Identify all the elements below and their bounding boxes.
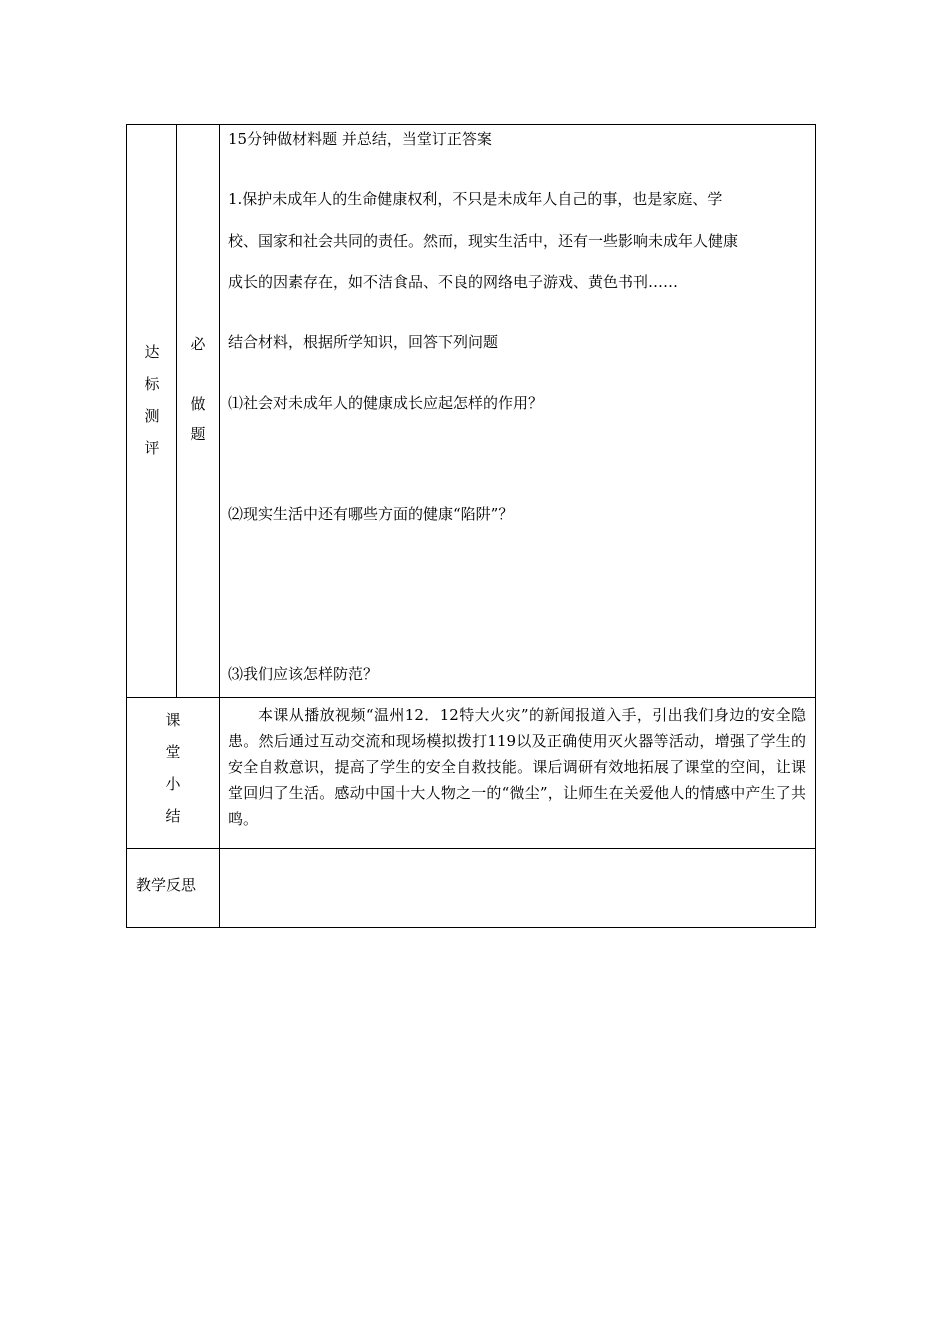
row-divider-2 (126, 848, 816, 849)
question-2: ⑵现实生活中还有哪些方面的健康“陷阱”？ (228, 505, 514, 523)
inner-divider (176, 124, 177, 698)
reflection-label: 教学反思 (136, 876, 197, 894)
table-right-border (815, 124, 816, 928)
required-questions-label: 必 做 题 (190, 335, 206, 443)
column-divider (219, 124, 220, 928)
question-3: ⑶我们应该怎样防范？ (228, 665, 379, 683)
assessment-instructions: 15分钟做材料题 并总结，当堂订正答案 (228, 130, 492, 148)
table-top-border (126, 124, 816, 125)
summary-section-label: 课 堂 小 结 (165, 711, 181, 825)
material-line-1: 1.保护未成年人的生命健康权利，不只是未成年人自己的事，也是家庭、学 (228, 190, 723, 208)
table-bottom-border (126, 927, 816, 928)
table-left-border (126, 124, 127, 928)
assessment-section-label: 达 标 测 评 (144, 343, 160, 457)
material-line-3: 成长的因素存在，如不洁食品、不良的网络电子游戏、黄色书刊…… (228, 273, 679, 291)
summary-text: 本课从播放视频“温州12．12特大火灾”的新闻报道入手，引出我们身边的安全隐患。然后通过互动交流和现场模拟拨打119以及正确使用灭火器等活动，增强了学生的安全自救意识，提高了学生的安全自救技能。课后调研有效地拓展了课堂的空间，让课堂回归了生活。感动中国十大人物之一的“微尘”，让师生在关爱他人的情感中产生了共鸣。 (228, 706, 806, 828)
question-1: ⑴社会对未成年人的健康成长应起怎样的作用？ (228, 394, 544, 412)
row-divider-1 (126, 697, 816, 698)
question-prompt: 结合材料，根据所学知识，回答下列问题 (228, 333, 499, 351)
material-line-2: 校、国家和社会共同的责任。然而，现实生活中，还有一些影响未成年人健康 (228, 232, 739, 250)
